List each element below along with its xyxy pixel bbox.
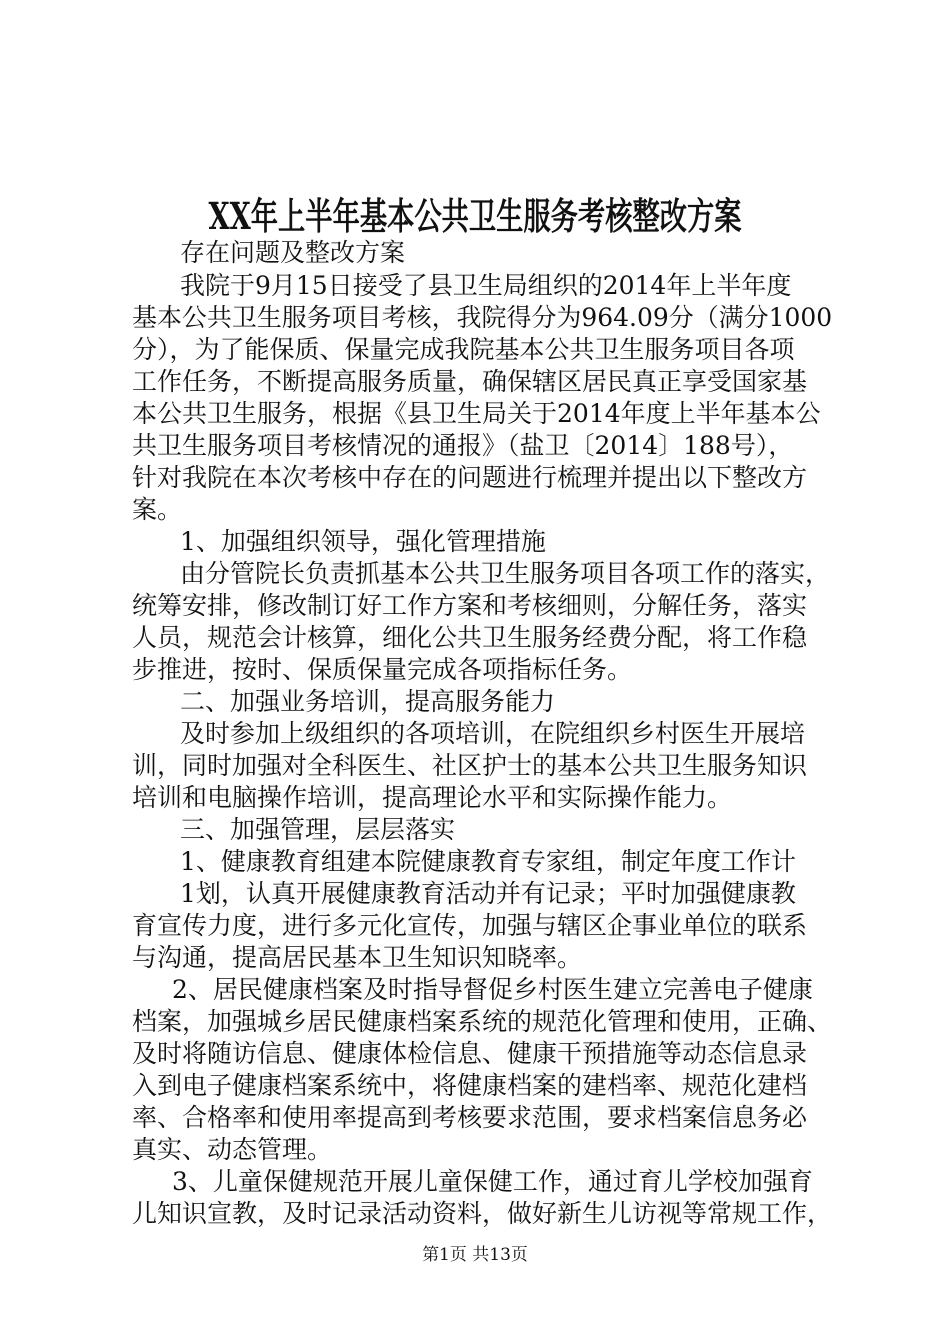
section-heading: 1、加强组织领导，强化管理措施 bbox=[180, 527, 546, 556]
text-line: 基本公共卫生服务项目考核，我院得分为964.09分（满分1000 bbox=[132, 303, 833, 332]
text-line: 1划，认真开展健康教育活动并有记录；平时加强健康教 bbox=[180, 879, 796, 908]
text-line: 分），为了能保质、保量完成我院基本公共卫生服务项目各项 bbox=[132, 335, 795, 364]
text-line: 培训和电脑操作培训，提高理论水平和实际操作能力。 bbox=[132, 783, 733, 812]
document-title: XX年上半年基本公共卫生服务考核整改方案 bbox=[208, 194, 742, 238]
page-footer: 第1页 共13页 bbox=[422, 1245, 528, 1265]
text-line: 训，同时加强对全科医生、社区护士的基本公共卫生服务知识 bbox=[132, 751, 808, 780]
text-line: 针对我院在本次考核中存在的问题进行梳理并提出以下整改方 bbox=[132, 463, 808, 492]
section-heading: 三、加强管理，层层落实 bbox=[180, 815, 456, 844]
text-line: 档案，加强城乡居民健康档案系统的规范化管理和使用，正确、 bbox=[132, 1007, 833, 1036]
text-line: 我院于9月15日接受了县卫生局组织的2014年上半年度 bbox=[180, 271, 792, 300]
text-line: 统筹安排，修改制订好工作方案和考核细则，分解任务，落实 bbox=[132, 591, 808, 620]
text-line: 率、合格率和使用率提高到考核要求范围，要求档案信息务必 bbox=[132, 1103, 808, 1132]
text-line: 人员，规范会计核算，细化公共卫生服务经费分配，将工作稳 bbox=[132, 623, 808, 652]
text-line: 工作任务，不断提高服务质量，确保辖区居民真正享受国家基 bbox=[132, 367, 808, 396]
text-line: 案。 bbox=[132, 495, 183, 524]
text-line: 共卫生服务项目考核情况的通报》（盐卫〔2014〕188号）， bbox=[132, 431, 794, 460]
text-line: 儿知识宣教，及时记录活动资料，做好新生儿访视等常规工作， bbox=[132, 1199, 833, 1228]
text-line: 由分管院长负责抓基本公共卫生服务项目各项工作的落实， bbox=[180, 559, 831, 588]
text-line: 存在问题及整改方案 bbox=[180, 238, 406, 267]
text-line: 3、儿童保健规范开展儿童保健工作，通过育儿学校加强育 bbox=[172, 1167, 813, 1196]
text-line: 步推进，按时、保质保量完成各项指标任务。 bbox=[132, 655, 633, 684]
text-line: 本公共卫生服务，根据《县卫生局关于2014年度上半年基本公 bbox=[132, 399, 821, 428]
text-line: 及时将随访信息、健康体检信息、健康干预措施等动态信息录 bbox=[132, 1039, 808, 1068]
text-line: 2、居民健康档案及时指导督促乡村医生建立完善电子健康 bbox=[172, 975, 813, 1004]
text-line: 育宣传力度，进行多元化宣传，加强与辖区企事业单位的联系 bbox=[132, 911, 808, 940]
text-line: 入到电子健康档案系统中，将健康档案的建档率、规范化建档 bbox=[132, 1071, 808, 1100]
text-line: 真实、动态管理。 bbox=[132, 1135, 333, 1164]
section-heading: 二、加强业务培训，提高服务能力 bbox=[180, 687, 556, 716]
text-line: 与沟通，提高居民基本卫生知识知晓率。 bbox=[132, 943, 583, 972]
text-line: 1、健康教育组建本院健康教育专家组，制定年度工作计 bbox=[180, 847, 796, 876]
text-line: 及时参加上级组织的各项培训，在院组织乡村医生开展培 bbox=[180, 719, 806, 748]
